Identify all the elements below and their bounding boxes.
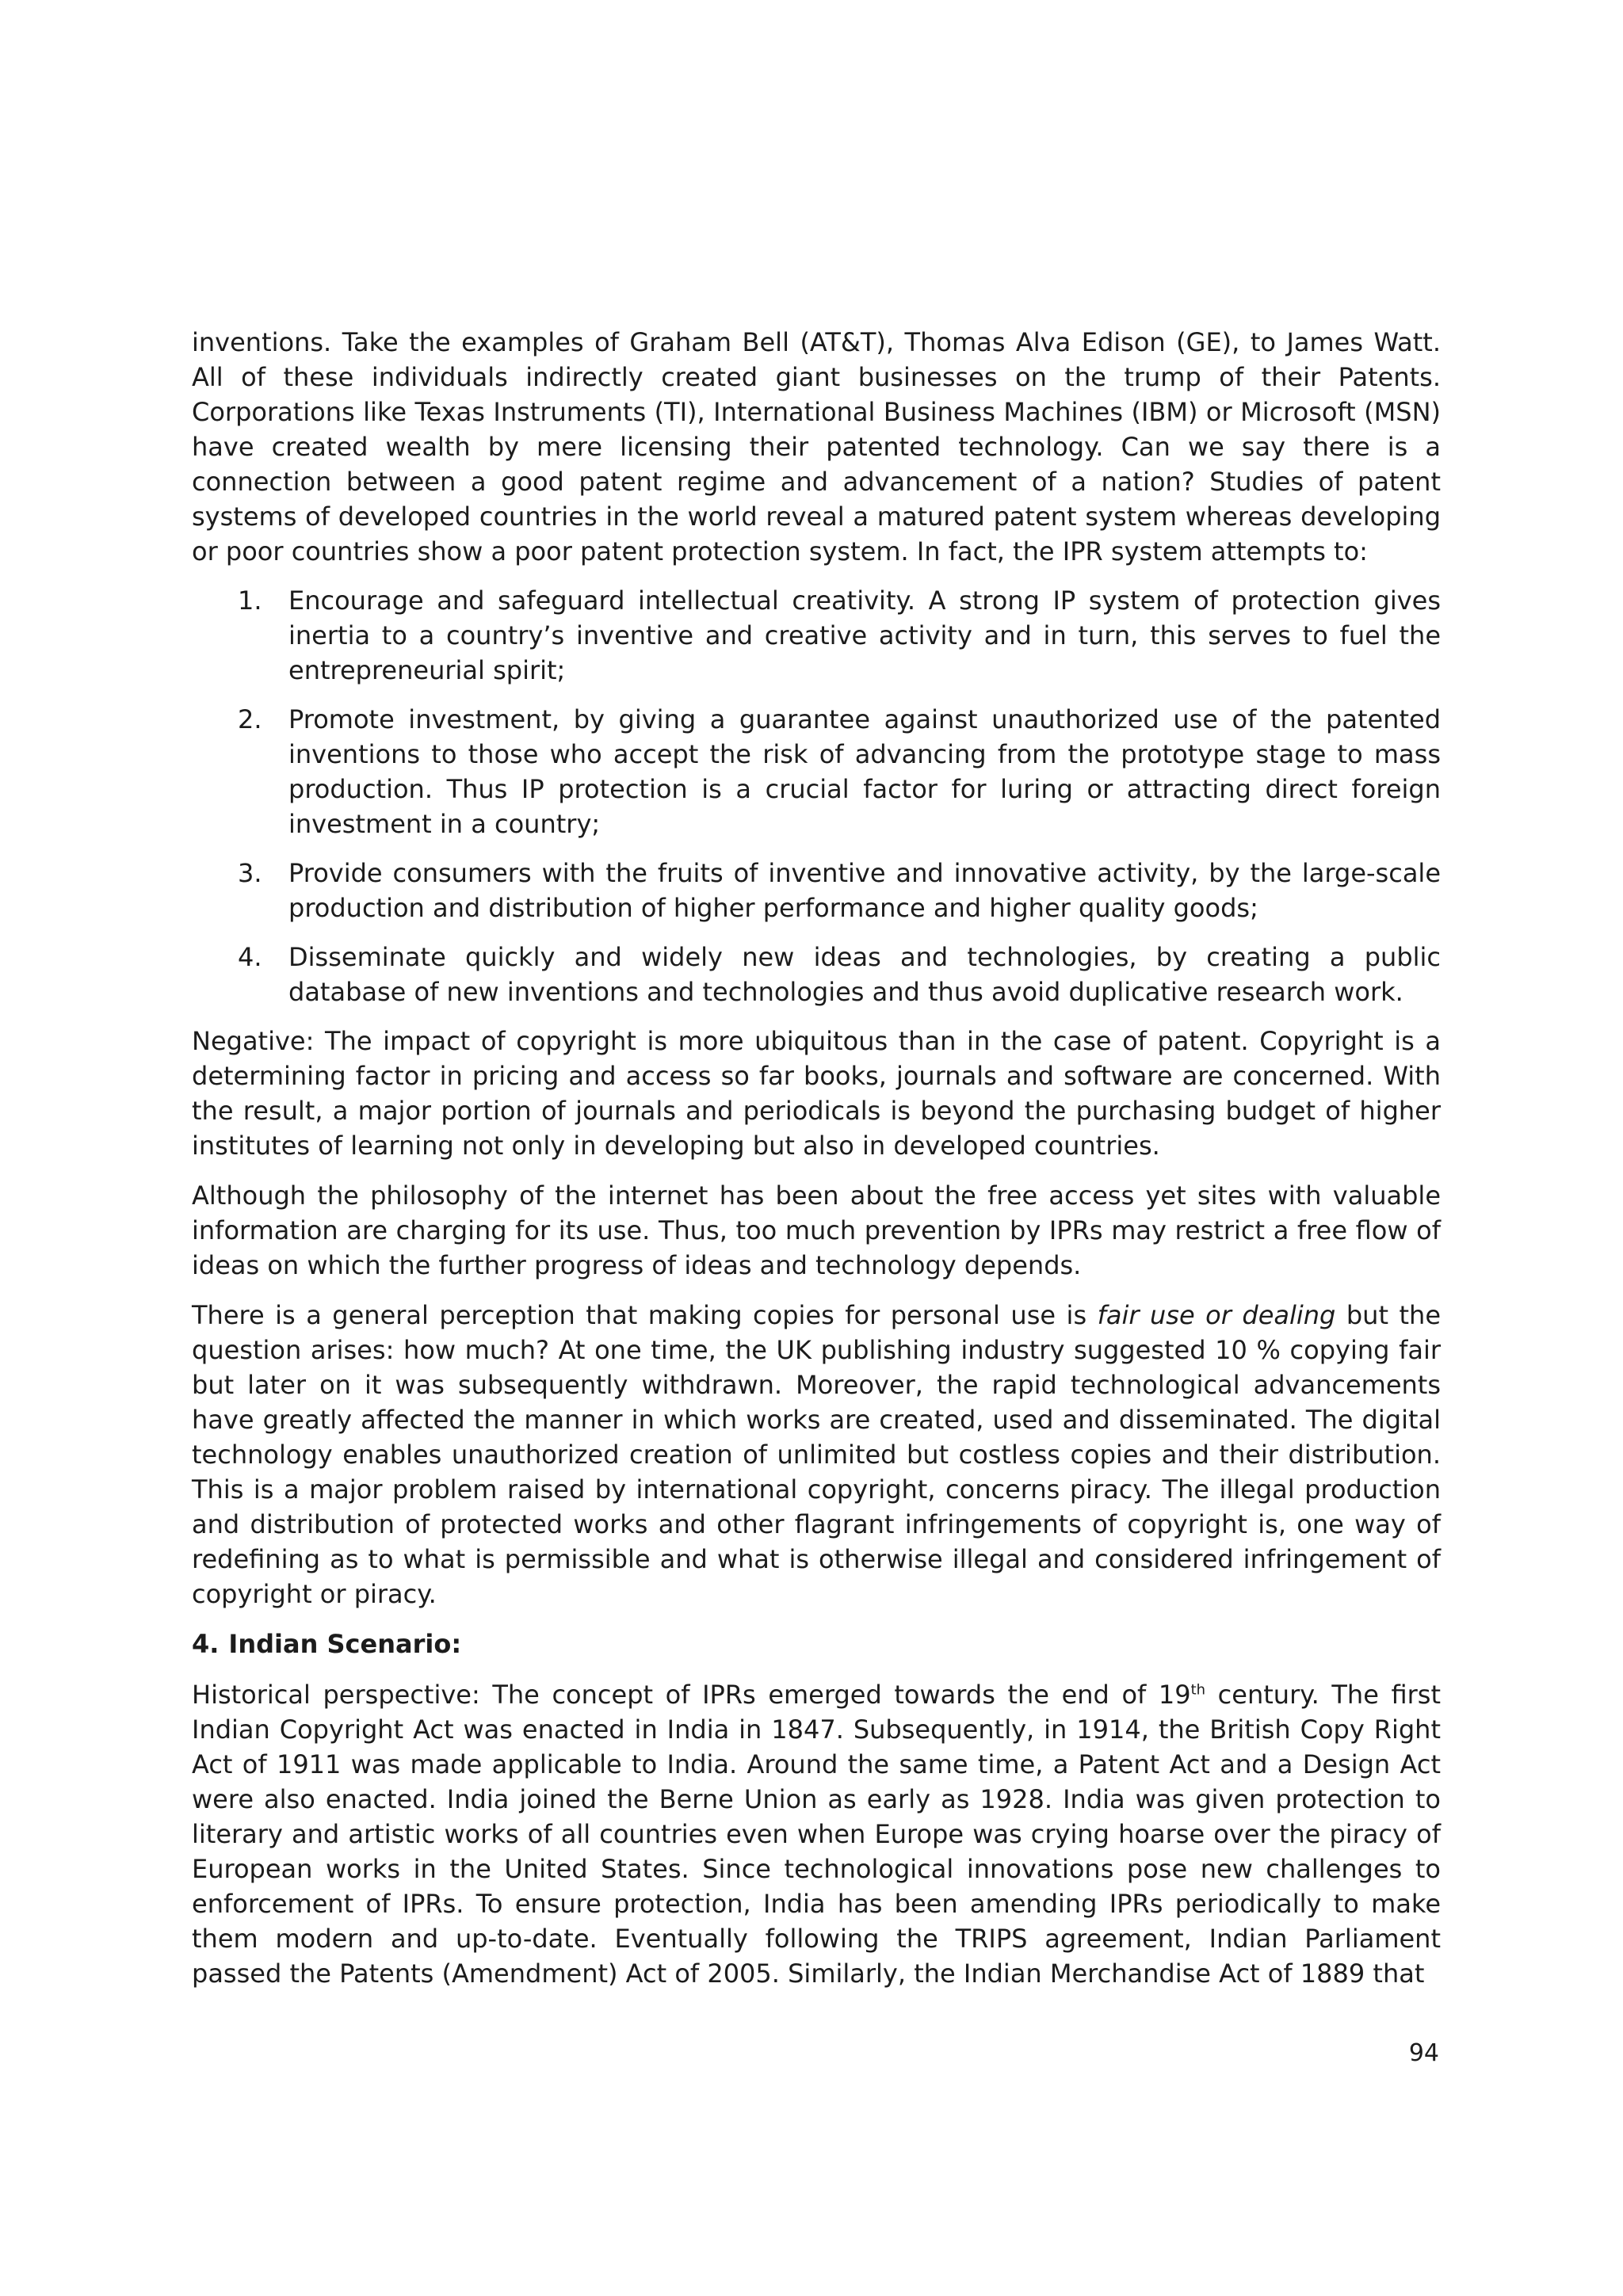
list-item-number: 4. <box>238 942 262 972</box>
section-heading <box>192 1627 1441 1661</box>
fair-use-text-after: but the question arises: how much? At one time, the UK publishing industry suggested 10 % copying fair but later on it was subsequently withdrawn. Moreover, the rapid technological advancements have greatly affected the manner in which works are created, used and disseminated. The digital technology enables unauthorized creation of unlimited but costless copies and their distribution. This is a major problem raised by international copyright, concerns piracy. The illegal production and distribution of protected works and other flagrant infringements of copyright is, one way of redefining as to what is permissible and what is otherwise illegal and considered infringement of copyright or piracy. <box>192 1300 1442 1609</box>
section-title: Indian Scenario: <box>228 1629 462 1659</box>
negative-paragraph: Negative: The impact of copyright is more ubiquitous than in the case of patent. Copyright is a determining factor in pricing and access so far books, journals and software are concerned. With the result, a major portion of journals and periodicals is beyond the purchasing budget of higher institutes of learning not only in developing but also in developed countries. <box>192 1026 1441 1161</box>
document-body <box>192 325 1441 2006</box>
list-item <box>192 856 1441 925</box>
list-item <box>192 583 1441 688</box>
list-item <box>192 702 1441 841</box>
historical-text-after: century. The first Indian Copyright Act was enacted in India in 1847. Subsequently, in 1914, the British Copy Right Act of 1911 was made applicable to India. Around the same time, a Patent Act and a Design Act were also enacted. India joined the Berne Union as early as 1928. India was given protection to literary and artistic works of all countries even when Europe was crying hoarse over the piracy of European works in the United States. Since technological innovations pose new challenges to enforcement of IPRs. To ensure protection, India has been amending IPRs periodically to make them modern and up-to-date. Eventually following the TRIPS agreement, Indian Parliament passed the Patents (Amendment) Act of 2005. Similarly, the Indian Merchandise Act of 1889 that <box>192 1680 1442 1989</box>
ordinal-superscript: th <box>1190 1681 1206 1699</box>
list-item-text: Promote investment, by giving a guarantee against unauthorized use of the patented inventions to those who accept the risk of advancing from the prototype stage to mass production. Thus IP protection is a crucial factor for luring or attracting direct foreign investment in a country; <box>288 704 1441 839</box>
internet-paragraph: Although the philosophy of the internet has been about the free access yet sites with valuable information are charging for its use. Thus, too much prevention by IPRs may restrict a free flow of ideas on which the further progress of ideas and technology depends. <box>192 1180 1441 1280</box>
section-number: 4. <box>192 1629 220 1659</box>
fair-use-italic-term: fair use or dealing <box>1097 1300 1336 1330</box>
list-item-number: 3. <box>238 858 262 888</box>
list-item-number: 2. <box>238 704 262 734</box>
list-item <box>192 940 1441 1009</box>
historical-paragraph <box>192 1677 1441 1991</box>
fair-use-paragraph <box>192 1298 1441 1611</box>
list-item-text: Disseminate quickly and widely new ideas and technologies, by creating a public database of new inventions and technologies and thus avoid duplicative research work. <box>288 942 1441 1007</box>
fair-use-text-before: There is a general perception that making copies for personal use is <box>192 1300 1098 1330</box>
page-number: 94 <box>1408 2039 1439 2067</box>
list-item-text: Provide consumers with the fruits of inventive and innovative activity, by the large-scale production and distribution of higher performance and higher quality goods; <box>288 858 1441 923</box>
historical-text-before: Historical perspective: The concept of IPRs emerged towards the end of 19 <box>192 1680 1191 1710</box>
intro-paragraph: inventions. Take the examples of Graham Bell (AT&T), Thomas Alva Edison (GE), to James Watt. All of these individuals indirectly created giant businesses on the trump of their Patents. Corporations like Texas Instruments (TI), International Business Machines (IBM) or Microsoft (MSN) have created wealth by mere licensing their patented technology. Can we say there is a connection between a good patent regime and advancement of a nation? Studies of patent systems of developed countries in the world reveal a matured patent system whereas developing or poor countries show a poor patent protection system. In fact, the IPR system attempts to: <box>192 327 1441 566</box>
ipr-objectives-list <box>192 583 1441 1009</box>
list-item-text: Encourage and safeguard intellectual creativity. A strong IP system of protection gives inertia to a country’s inventive and creative activity and in turn, this serves to fuel the entrepreneurial spirit; <box>288 585 1441 685</box>
list-item-number: 1. <box>238 585 262 616</box>
